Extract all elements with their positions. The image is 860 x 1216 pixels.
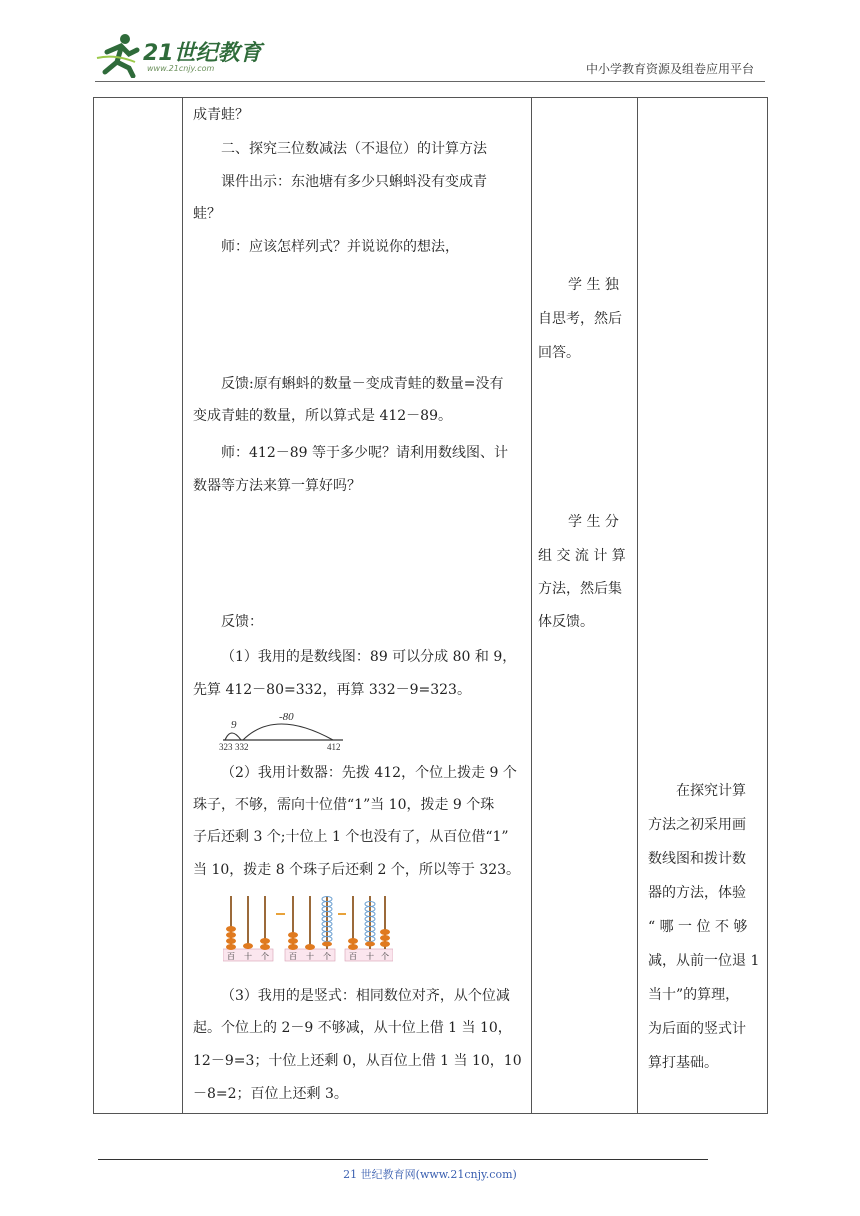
jump-arc-9 — [225, 733, 241, 740]
site-logo[interactable] — [95, 30, 265, 80]
jump-label-9: 9 — [231, 719, 237, 731]
svg-text:个: 个 — [323, 952, 331, 961]
section-heading: 二、探究三位数减法（不退位）的计算方法 — [221, 141, 487, 157]
text-line: 反馈:原有蝌蚪的数量－变成青蛙的数量=没有 — [221, 376, 504, 392]
text-line: “ 哪 一 位 不 够 — [648, 919, 748, 935]
abacus-2 — [285, 896, 335, 961]
student-activity-cell — [532, 98, 638, 1114]
text-line: 12－9=3；十位上还剩 0，从百位上借 1 当 10，10 — [193, 1053, 522, 1069]
jump-arc-80 — [243, 724, 333, 740]
place-label-ones: 个 — [261, 952, 269, 961]
text-line: 起。个位上的 2－9 不够减，从十位上借 1 当 10， — [193, 1020, 512, 1036]
text-line: 自思考，然后 — [538, 311, 622, 327]
stage-cell — [94, 98, 183, 1114]
svg-text:十: 十 — [366, 952, 374, 961]
text-line: 先算 412－80=332，再算 332－9=323。 — [193, 682, 471, 698]
logo-url: www.21cnjy.com — [147, 64, 215, 73]
text-line: 师：412－89 等于多少呢？请利用数线图、计 — [221, 445, 508, 461]
text-line: 变成青蛙的数量，所以算式是 412－89。 — [193, 408, 452, 424]
text-line: 课件出示：东池塘有多少只蝌蚪没有变成青 — [221, 174, 487, 190]
place-label-hundreds: 百 — [227, 952, 235, 961]
abacus-figure — [223, 894, 393, 964]
text-line: 师：应该怎样列式？并说说你的想法， — [221, 239, 459, 255]
text-line: 当 10，拨走 8 个珠子后还剩 2 个，所以等于 323。 — [193, 862, 521, 878]
number-line-figure — [219, 706, 349, 751]
text-line: 在探究计算 — [676, 783, 746, 799]
svg-text:百: 百 — [349, 952, 357, 961]
text-line: 成青蛙？ — [193, 107, 249, 123]
footer-link[interactable]: 21 世纪教育网(www.21cnjy.com) — [343, 1168, 517, 1181]
text-line: －8=2；百位上还剩 3。 — [193, 1086, 348, 1102]
tick-label-412: 412 — [327, 742, 341, 751]
jump-label-80: -80 — [279, 711, 294, 723]
text-line: 反馈： — [221, 614, 263, 630]
svg-text:十: 十 — [306, 952, 314, 961]
runner-icon — [95, 32, 143, 78]
text-line: 数线图和拨计数 — [648, 851, 746, 867]
text-line: 学 生 独 — [568, 277, 619, 293]
lesson-table — [93, 97, 768, 1114]
text-line: 体反馈。 — [538, 614, 594, 630]
logo-text: 21世纪教育 — [143, 41, 262, 66]
text-line: 减，从前一位退 1 — [648, 953, 760, 969]
text-line: 方法之初采用画 — [648, 817, 746, 833]
text-line: 蛙？ — [193, 206, 221, 222]
footer-divider — [98, 1159, 708, 1160]
abacus-1 — [223, 896, 273, 961]
text-line: （1）我用的是数线图：89 可以分成 80 和 9， — [221, 649, 517, 665]
text-line: 数器等方法来算一算好吗？ — [193, 478, 361, 494]
text-line: 方法，然后集 — [538, 581, 622, 597]
tick-label-332: 332 — [235, 742, 249, 751]
platform-title: 中小学教育资源及组卷应用平台 — [585, 62, 754, 76]
svg-text:百: 百 — [289, 952, 297, 961]
text-line: （3）我用的是竖式：相同数位对齐，从个位减 — [221, 988, 510, 1004]
text-line: 组 交 流 计 算 — [538, 548, 626, 564]
svg-text:个: 个 — [381, 952, 389, 961]
text-line: 为后面的竖式计 — [648, 1021, 746, 1037]
design-intent-cell — [638, 98, 768, 1114]
page-header — [95, 30, 760, 80]
text-line: 学 生 分 — [568, 514, 619, 530]
teacher-activity-cell — [183, 98, 532, 1114]
table-row — [94, 98, 768, 1114]
header-divider — [95, 81, 765, 82]
text-line: 子后还剩 3 个;十位上 1 个也没有了，从百位借“1” — [193, 829, 509, 845]
text-line: 珠子，不够，需向十位借“1”当 10，拨走 9 个珠 — [193, 797, 495, 813]
place-label-tens: 十 — [244, 952, 252, 961]
text-line: 回答。 — [538, 345, 580, 361]
text-line: 算打基础。 — [648, 1055, 718, 1071]
text-line: 当十”的算理， — [648, 987, 740, 1003]
text-line: 器的方法，体验 — [648, 885, 746, 901]
tick-label-323: 323 — [219, 742, 233, 751]
text-line: （2）我用计数器：先拨 412，个位上拨走 9 个 — [221, 765, 517, 781]
abacus-3 — [345, 896, 393, 961]
